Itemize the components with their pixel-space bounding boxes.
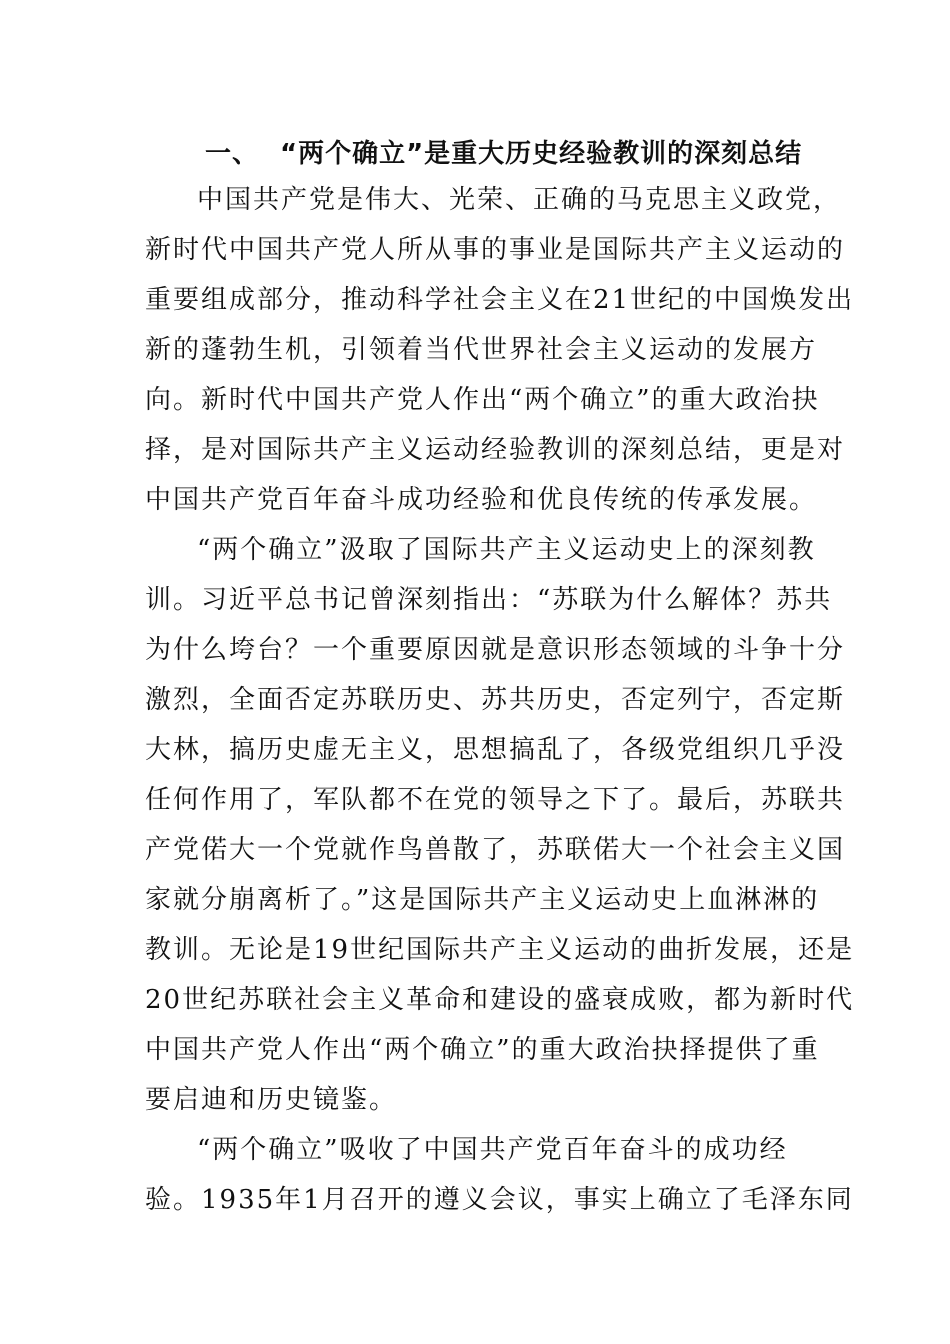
section-heading: [205, 132, 805, 176]
section-number: 一、: [205, 139, 260, 169]
text-line: “两个确立”吸收了中国共产党百年奋斗的成功经: [197, 1135, 788, 1165]
text-line: 为什么垮台？一个重要原因就是意识形态领域的斗争十分: [145, 635, 846, 665]
paragraph-1: [145, 175, 855, 525]
text-line: 训。习近平总书记曾深刻指出：“苏联为什么解体？苏共: [145, 585, 833, 615]
text-line: 择，是对国际共产主义运动经验教训的深刻总结，更是对: [145, 435, 846, 465]
text-line: 产党偌大一个党就作鸟兽散了，苏联偌大一个社会主义国: [145, 835, 846, 865]
text-line: 教训。无论是19世纪国际共产主义运动的曲折发展，还是: [145, 935, 855, 965]
text-line: 重要组成部分，推动科学社会主义在21世纪的中国焕发出: [145, 285, 855, 315]
paragraph-3: [145, 1125, 854, 1225]
text-line: 验。1935年1月召开的遵义会议，事实上确立了毛泽东同: [145, 1185, 854, 1215]
text-line: “两个确立”汲取了国际共产主义运动史上的深刻教: [197, 535, 816, 565]
text-line: 中国共产党人作出“两个确立”的重大政治抉择提供了重: [145, 1035, 820, 1065]
text-line: 激烈，全面否定苏联历史、苏共历史，否定列宁，否定斯: [145, 685, 846, 715]
text-line: 要启迪和历史镜鉴。: [145, 1085, 398, 1115]
paragraph-2: [145, 525, 855, 1125]
body-text: [145, 175, 855, 1225]
text-line: 任何作用了，军队都不在党的领导之下了。最后，苏联共: [145, 785, 846, 815]
text-line: 新时代中国共产党人所从事的事业是国际共产主义运动的: [145, 235, 846, 265]
text-line: 中国共产党是伟大、光荣、正确的马克思主义政党，: [197, 185, 842, 215]
text-line: 新的蓬勃生机，引领着当代世界社会主义运动的发展方: [145, 335, 818, 365]
text-line: 向。新时代中国共产党人作出“两个确立”的重大政治抉: [145, 385, 820, 415]
text-line: 家就分崩离析了。”这是国际共产主义运动史上血淋淋的: [145, 885, 820, 915]
text-line: 中国共产党百年奋斗成功经验和优良传统的传承发展。: [145, 485, 818, 515]
section-title: “两个确立”是重大历史经验教训的深刻总结: [280, 139, 803, 169]
text-line: 大林，搞历史虚无主义，思想搞乱了，各级党组织几乎没: [145, 735, 846, 765]
text-line: 20世纪苏联社会主义革命和建设的盛衰成败，都为新时代: [145, 985, 855, 1015]
